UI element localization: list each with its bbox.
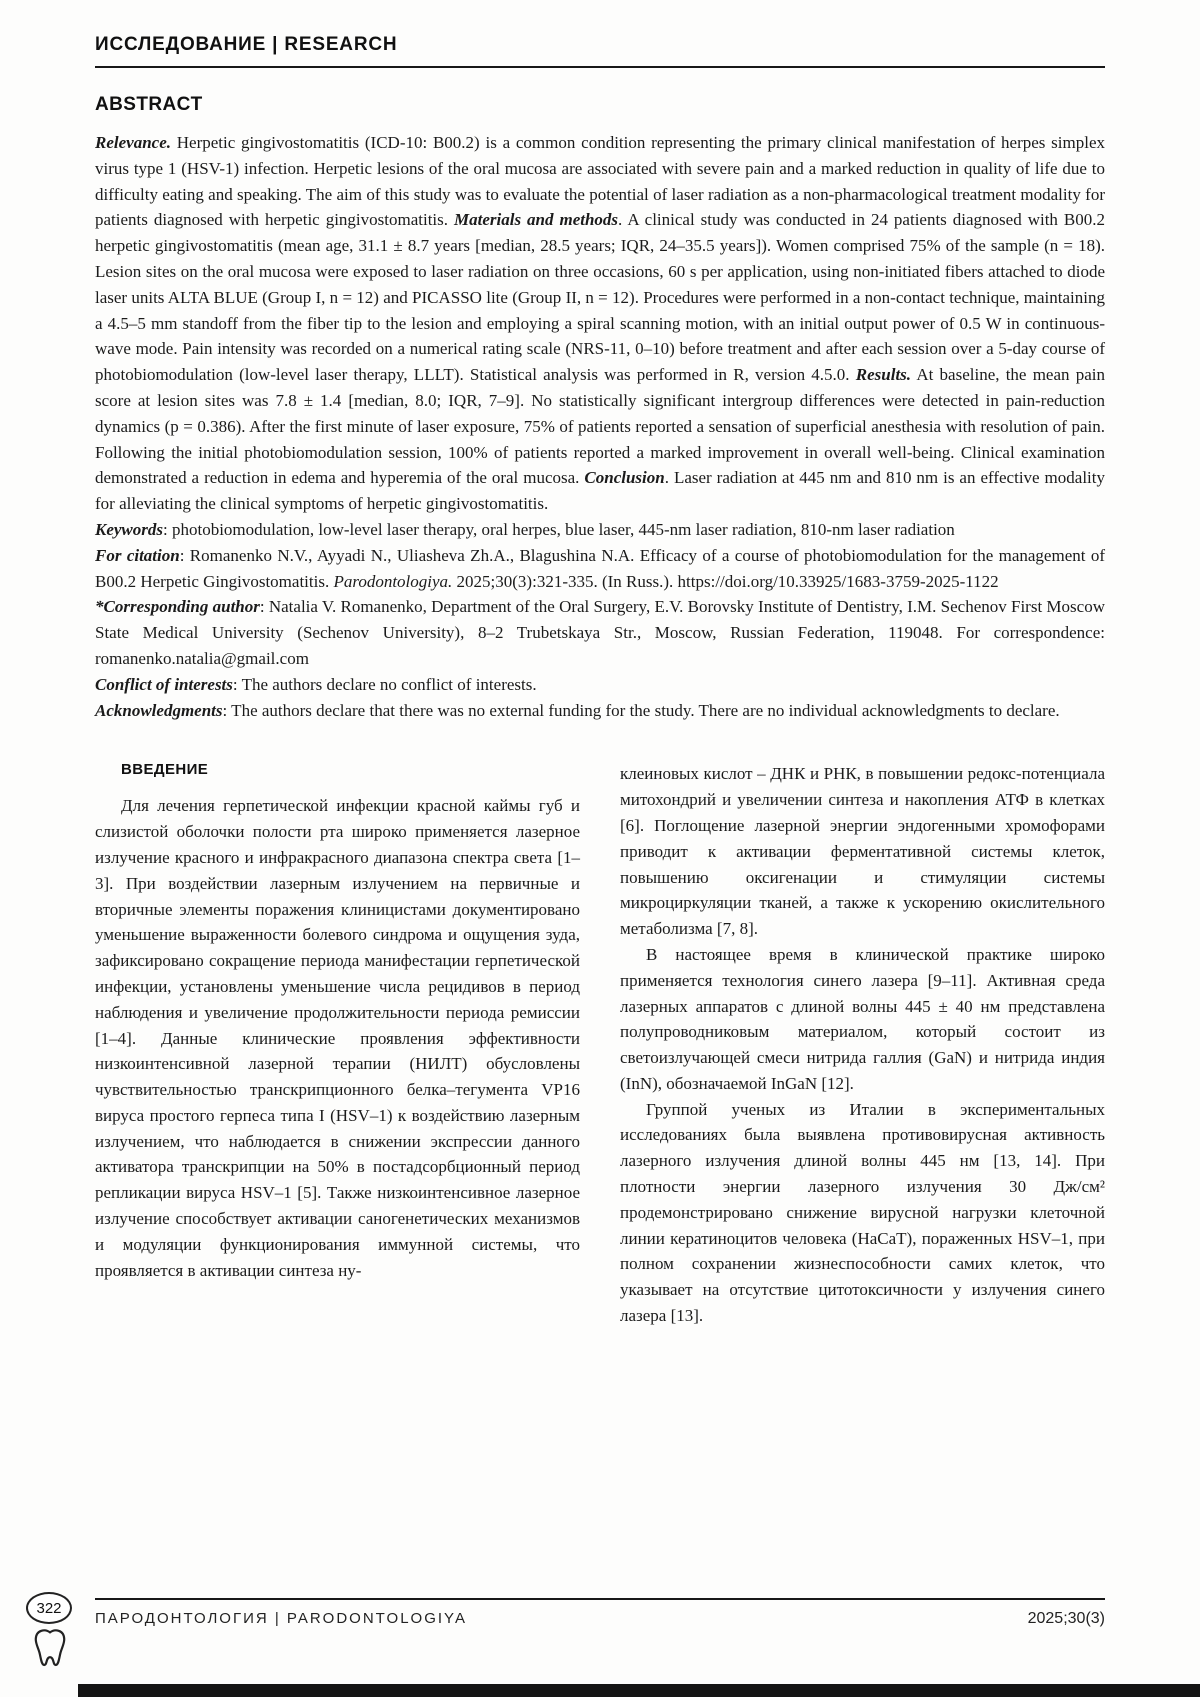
tooth-logo-icon	[28, 1626, 72, 1670]
conflict-of-interests-text: : The authors declare no conflict of interests.	[232, 674, 537, 694]
footer	[95, 1610, 1105, 1628]
acknowledgments-paragraph	[95, 698, 1105, 724]
relevance-text: Herpetic gingivostomatitis (ICD-10: B00.2) is a common condition representing the primary clinical manifestation of herpes simplex virus type 1 (HSV-1) infection. Herpetic lesions of the oral mucosa are associated with severe pain and a marked reduction in quality of life due to difficulty eating and speaking. The aim of this study was to evaluate the potential of laser radiation as a non-pharmacological treatment modality for patients diagnosed with herpetic gingivostomatitis.	[95, 133, 1105, 230]
corresponding-author-paragraph	[95, 594, 1105, 671]
citation-journal-name: Parodontologiya.	[333, 571, 453, 591]
section-label: ИССЛЕДОВАНИЕ | RESEARCH	[95, 34, 398, 55]
journal-name: ПАРОДОНТОЛОГИЯ | PARODONTOLOGIYA	[95, 1610, 467, 1627]
issue-info: 2025;30(3)	[1027, 1610, 1105, 1627]
two-column-section	[95, 761, 1105, 1329]
conclusion-text: . Laser radiation at 445 nm and 810 nm is an effective modality for alleviating the clinical symptoms of herpetic gingivostomatitis.	[95, 468, 1105, 514]
introduction-paragraph-1-continued: клеиновых кислот – ДНК и РНК, в повышении редокс-потенциала митохондрий и увеличении синтеза и накопления АТФ в клетках [6]. Поглощение лазерной энергии эндогенными хромофорами приводит к активации ферментативной системы клеток, повышению оксигенации и стимуляции системы микроциркуляции тканей, а также к ускорению окислительного метаболизма [7, 8].	[620, 764, 1105, 939]
abstract-heading: ABSTRACT	[95, 94, 203, 115]
conflict-of-interests-label: Conflict of interests	[95, 674, 233, 694]
page-number: 322	[36, 1599, 62, 1617]
acknowledgments-text: : The authors declare that there was no external funding for the study. There are no individual acknowledgments to declare.	[222, 700, 1060, 720]
citation-issue-doi-text: 2025;30(3):321-335. (In Russ.). https://doi.org/10.33925/1683-3759-2025-1122	[452, 571, 999, 591]
materials-methods-label: Materials and methods	[454, 210, 619, 230]
page-number-badge	[26, 1592, 72, 1624]
introduction-paragraph-3: Группой ученых из Италии в экспериментальных исследованиях была выявлена противовирусная активность лазерного излучения длиной волны 445 нм [13, 14]. При плотности энергии лазерного излучения 30 Дж/см² продемонстрировано снижение вирусной нагрузки клеточной линии кератиноцитов человека (HaCaT), пораженных HSV–1, при полном сохранении жизнеспособности самих клеток, что указывает на отсутствие цитотоксичности у излучения синего лазера [13].	[620, 1099, 1105, 1326]
footer-rule	[95, 1598, 1105, 1600]
page-content	[95, 94, 1105, 1329]
corresponding-author-label: *Corresponding author	[95, 597, 260, 617]
keywords-label: Keywords	[95, 519, 163, 539]
conclusion-label: Conclusion	[584, 468, 665, 488]
citation-paragraph	[95, 543, 1105, 595]
left-column	[95, 761, 580, 1329]
relevance-label: Relevance.	[95, 133, 171, 152]
introduction-paragraph-2: В настоящее время в клинической практике широко применяется технология синего лазера [9–11]. Активная среда лазерных аппаратов с длиной волны 445 ± 40 нм представлена полупроводниковым материалом, который состоит из светоизлучающей смеси нитрида галлия (GaN) и нитрида индия (InN), обозначаемой InGaN [12].	[620, 944, 1105, 1093]
introduction-heading: ВВЕДЕНИЕ	[121, 761, 209, 779]
keywords-text: : photobiomodulation, low-level laser therapy, oral herpes, blue laser, 445-nm laser radiation, 810-nm laser radiation	[163, 519, 955, 539]
materials-methods-text: . A clinical study was conducted in 24 patients diagnosed with B00.2 herpetic gingivostomatitis (mean age, 31.1 ± 8.7 years [median, 28.5 years; IQR, 24–35.5 years]). Women comprised 75% of the sample (n = 18). Lesion sites on the oral mucosa were exposed to laser radiation on three occasions, 60 s per application, using non-initiated fibers attached to diode laser units ALTA BLUE (Group I, n = 12) and PICASSO lite (Group II, n = 12). Procedures were performed in a non-contact technique, maintaining a 4.5–5 mm standoff from the fiber tip to the lesion and employing a spiral scanning motion, with an initial output power of 0.5 W in continuous-wave mode. Pain intensity was recorded on a numerical rating scale (NRS-11, 0–10) before treatment and after each session over a 5-day course of photobiomodulation (low-level laser therapy, LLLT). Statistical analysis was performed in R, version 4.5.0.	[95, 210, 1105, 385]
keywords-paragraph	[95, 517, 1105, 543]
citation-authors-text: : Romanenko N.V., Ayyadi N., Uliasheva Zh.A., Blagushina N.A. Efficacy of a course of photobiomodulation for the management of B00.2 Herpetic Gingivostomatitis.	[95, 545, 1105, 591]
conflict-of-interests-paragraph	[95, 672, 1105, 698]
abstract-main-paragraph	[95, 130, 1105, 517]
results-text: At baseline, the mean pain score at lesion sites was 7.8 ± 1.4 [median, 8.0; IQR, 7–9]. No statistically significant intergroup differences were detected in pain-reduction dynamics (p = 0.386). After the first minute of laser exposure, 75% of patients reported a sensation of superficial anesthesia with resolution of pain. Following the initial photobiomodulation session, 100% of patients reported a marked improvement in overall well-being. Clinical examination demonstrated a reduction in edema and hyperemia of the oral mucosa.	[95, 365, 1105, 488]
corresponding-author-text: : Natalia V. Romanenko, Department of the Oral Surgery, E.V. Borovsky Institute of Dentistry, I.M. Sechenov First Moscow State Medical University (Sechenov University), 8–2 Trubetskaya Str., Moscow, Russian Federation, 119048. For correspondence: romanenko.natalia@gmail.com	[95, 597, 1105, 668]
introduction-paragraph-1: Для лечения герпетической инфекции красной каймы губ и слизистой оболочки полости рта широко применяется лазерное излучение красного и инфракрасного диапазона спектра света [1–3]. При воздействии лазерным излучением на первичные и вторичные элементы поражения клиницистами документировано уменьшение выраженности болевого синдрома и ощущения зуда, зафиксировано сокращение периода манифестации герпетической инфекции, установлены уменьшение числа рецидивов в период наблюдения и увеличение продолжительности периода ремиссии [1–4]. Данные клинические проявления эффективности низкоинтенсивной лазерной терапии (НИЛТ) обусловлены чувствительностью транскрипционного белка–тегумента VP16 вируса простого герпеса типа I (HSV–1) к воздействию лазерным излучением, что наблюдается в снижении экспрессии данного активатора транскрипции на 50% в постадсорбционный период репликации вируса HSV–1 [5]. Также низкоинтенсивное лазерное излучение способствует активации саногенетических механизмов и модуляции функционирования иммунной системы, что проявляется в активации синтеза ну-	[95, 796, 580, 1280]
page-edge-bar	[78, 1684, 1200, 1697]
for-citation-label: For citation	[95, 545, 180, 565]
results-label: Results.	[855, 365, 912, 385]
right-column	[620, 761, 1105, 1329]
acknowledgments-label: Acknowledgments	[95, 700, 223, 720]
running-head	[95, 34, 1105, 68]
